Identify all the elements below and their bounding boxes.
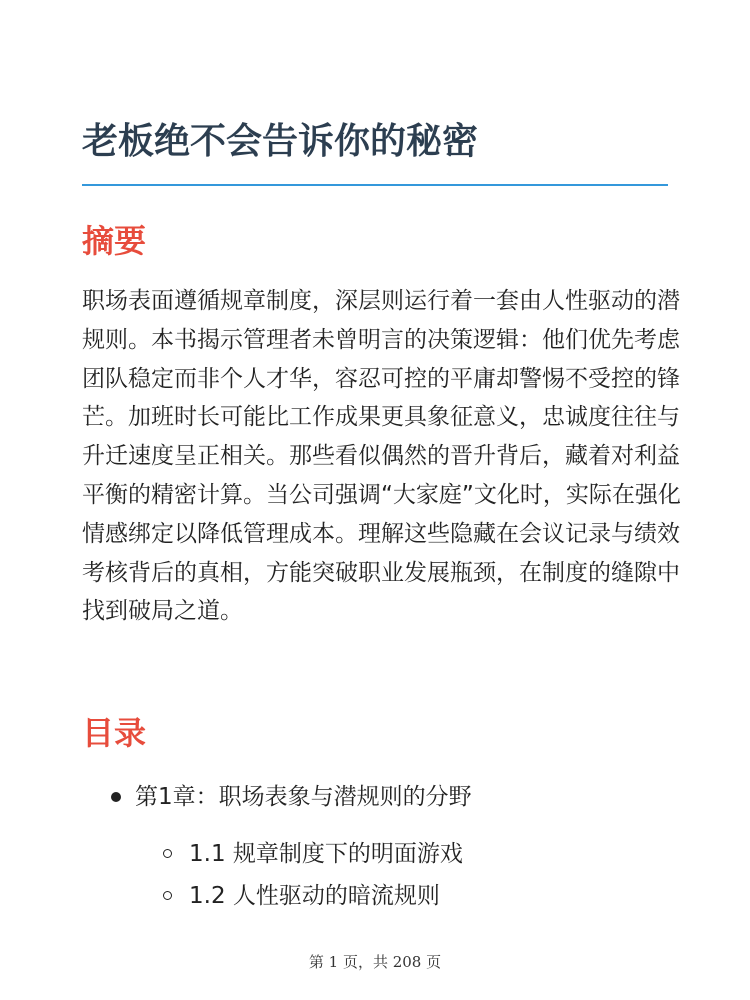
document-title: 老板绝不会告诉你的秘密 <box>82 121 479 162</box>
toc-chapter-1[interactable]: 第1章：职场表象与潜规则的分野 <box>135 784 472 810</box>
toc-section-1-1[interactable]: 1.1 规章制度下的明面游戏 <box>189 841 463 867</box>
bullet-circle-icon <box>163 849 172 858</box>
bullet-disc-icon <box>111 792 121 802</box>
page-footer: 第 1 页，共 208 页 <box>308 953 442 971</box>
toc-section-1-2[interactable]: 1.2 人性驱动的暗流规则 <box>189 883 440 909</box>
summary-heading: 摘要 <box>82 222 147 260</box>
bullet-circle-icon <box>163 891 172 900</box>
toc-heading: 目录 <box>82 714 147 752</box>
summary-paragraph: 职场表面遵循规章制度，深层则运行着一套由人性驱动的潜规则。本书揭示管理者未曾明言的决策逻辑：他们优先考虑团队稳定而非个人才华，容忍可控的平庸却警惕不受控的锋芒。加班时长可能比工作成果更具象征意义，忠诚度往往与升迁速度呈正相关。那些看似偶然的晋升背后，藏着对利益平衡的精密计算。当公司强调“大家庭”文化时，实际在强化情感绑定以降低管理成本。理解这些隐藏在会议记录与绩效考核背后的真相，方能突破职业发展瓶颈，在制度的缝隙中找到破局之道。 <box>82 288 681 625</box>
